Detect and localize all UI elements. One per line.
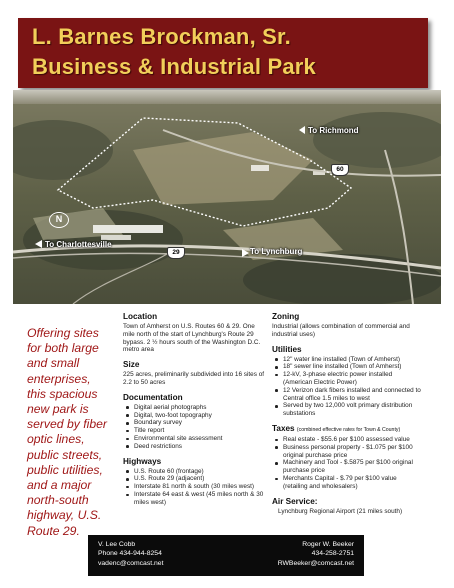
- list-item: 12-kV, 3-phase electric power installed (American Electric Power): [272, 371, 422, 387]
- taxes-list: [272, 436, 422, 491]
- taxes-heading-row: [272, 424, 422, 435]
- taxes-note: (combined effective rates for Town & County): [296, 426, 401, 433]
- highways-list: [123, 468, 265, 507]
- taxes-heading: Taxes: [272, 423, 295, 433]
- documentation-section: [123, 393, 265, 451]
- aerial-photo-graphic: [13, 90, 441, 304]
- list-item: Title report: [123, 427, 265, 435]
- documentation-list: [123, 404, 265, 451]
- size-text: 225 acres, preliminarily subdivided into 16 sites of 2.2 to 50 acres: [123, 371, 265, 386]
- air-service-heading: Air Service:: [272, 496, 318, 506]
- zoning-section: [272, 312, 422, 339]
- highways-section: [123, 457, 265, 507]
- list-item: Real estate - $55.6 per $100 assessed value: [272, 436, 422, 444]
- contact-right-email[interactable]: RWBeeker@comcast.net: [277, 559, 354, 567]
- list-item: 12 Verizon dark fibers installed and connected to Central office 1.5 miles to west: [272, 387, 422, 403]
- contact-right: [278, 540, 354, 568]
- utilities-section: [272, 345, 422, 418]
- list-item: Served by two 12,000 volt primary distribution substations: [272, 402, 422, 418]
- air-service-section: [272, 497, 422, 516]
- park-title-line-1: L. Barnes Brockman, Sr.: [32, 24, 291, 49]
- utilities-list: [272, 356, 422, 418]
- size-heading: Size: [123, 360, 140, 370]
- list-item: 12" water line installed (Town of Amherst): [272, 356, 422, 364]
- list-item: Merchants Capital - $.79 per $100 value (retailing and wholesalers): [272, 475, 422, 491]
- air-service-text: Lynchburg Regional Airport (21 miles south): [278, 507, 403, 515]
- contact-left: [98, 540, 163, 568]
- size-section: [123, 360, 265, 387]
- contact-left-name: V. Lee Cobb: [98, 541, 136, 548]
- list-item: Digital aerial photographs: [123, 404, 265, 412]
- list-item: Interstate 64 east & west (45 miles north & 30 miles west): [123, 491, 265, 507]
- list-item: U.S. Route 29 (adjacent): [123, 475, 265, 483]
- contact-left-phone: Phone 434-944-8254: [98, 550, 162, 558]
- list-item: Business personal property - $1.075 per $100 original purchase price: [272, 444, 422, 460]
- label-to-richmond: To Richmond: [308, 126, 359, 135]
- list-item: Digital, two-foot topography: [123, 412, 265, 420]
- aerial-photo: [13, 90, 441, 304]
- documentation-heading: Documentation: [123, 392, 183, 402]
- park-title-line-2: Business & Industrial Park: [32, 54, 316, 79]
- list-item: U.S. Route 60 (frontage): [123, 468, 265, 476]
- zoning-text: Industrial (allows combination of commercial and industrial uses): [272, 323, 410, 338]
- contact-right-phone: 434-258-2751: [311, 550, 354, 558]
- contact-bar: [88, 535, 364, 576]
- list-item: Interstate 81 north & south (30 miles west): [123, 483, 265, 491]
- label-to-lynchburg: To Lynchburg: [250, 247, 303, 256]
- list-item: Environmental site assessment: [123, 435, 265, 443]
- location-text: Town of Amherst on U.S. Routes 60 & 29. One mile north of the start of Lynchburg's Route 29 bypass. 2 ½ hours south of the Washington D.C. metro area: [123, 323, 261, 354]
- header-banner: [18, 18, 428, 88]
- north-compass-icon: N: [49, 212, 69, 228]
- taxes-section: [272, 424, 422, 491]
- location-section: [123, 312, 265, 354]
- tagline: Offering sites for both large and small enterprises, this spacious new park is served by fiber optic lines, public streets, public utilities, and a major north-south highway, U.S. Route 29.: [27, 326, 107, 538]
- list-item: Boundary survey: [123, 419, 265, 427]
- label-to-charlottesville: To Charlottesville: [45, 240, 112, 249]
- zoning-heading: Zoning: [272, 312, 300, 321]
- contact-left-email[interactable]: vadenc@comcast.net: [98, 559, 164, 567]
- route-60-shield-icon: 60: [331, 164, 349, 176]
- contact-right-name: Roger W. Beeker: [302, 541, 354, 548]
- list-item: 18" sewer line installed (Town of Amherst): [272, 363, 422, 371]
- list-item: Machinery and Tool - $.5875 per $100 original purchase price: [272, 459, 422, 475]
- utilities-heading: Utilities: [272, 344, 302, 354]
- location-heading: Location: [123, 312, 158, 321]
- list-item: Deed restrictions: [123, 443, 265, 451]
- route-29-shield-icon: 29: [167, 247, 185, 259]
- details-column-right: [272, 312, 422, 521]
- details-column-left: [123, 312, 265, 513]
- highways-heading: Highways: [123, 456, 162, 466]
